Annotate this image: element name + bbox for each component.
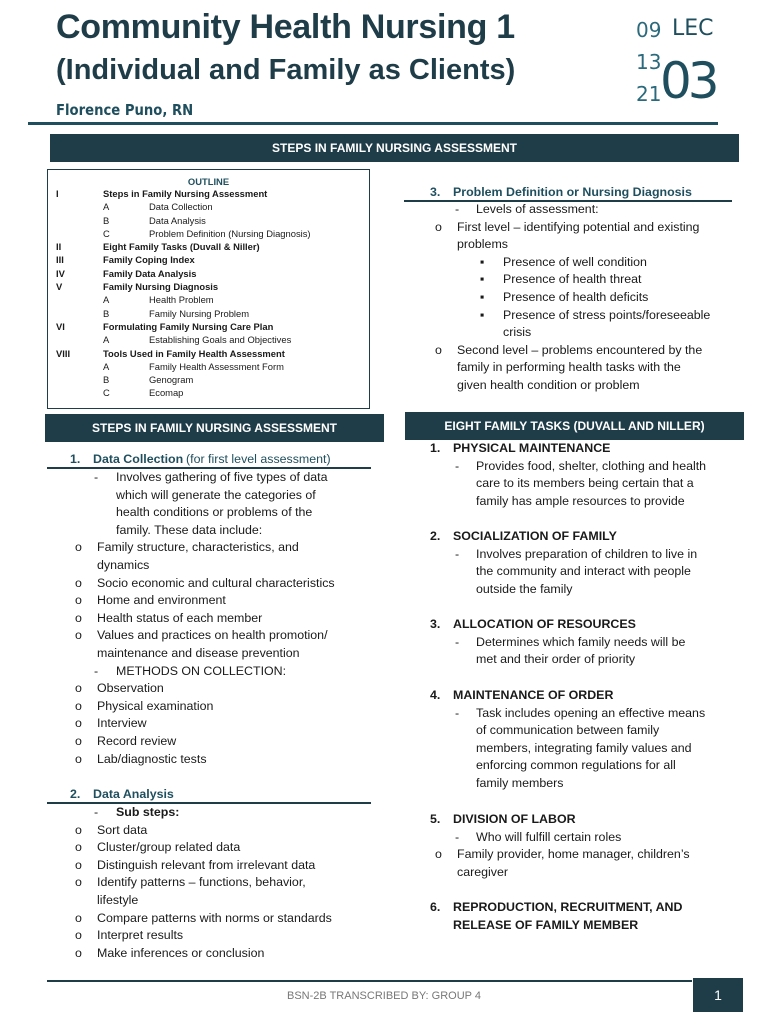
list-item: Sort data	[97, 822, 148, 837]
outline-row-letter: A	[103, 334, 110, 346]
outline-row	[48, 308, 369, 321]
circle-bullet: o	[75, 575, 82, 590]
circle-bullet: o	[75, 875, 82, 890]
square-bullet: ▪	[480, 307, 485, 322]
task-title: PHYSICAL MAINTENANCE	[453, 441, 611, 455]
task-title: DIVISION OF LABOR	[453, 812, 576, 826]
circle-bullet: o	[75, 593, 82, 608]
outline-row-letter: C	[103, 227, 110, 239]
outline-row	[48, 201, 369, 214]
circle-bullet: o	[75, 751, 82, 766]
lecture-label: LEC	[672, 16, 714, 41]
outline-row-text: Family Coping Index	[103, 254, 195, 266]
outline-row	[48, 387, 369, 400]
list-item: Record review	[97, 734, 177, 748]
outline-row-number: IV	[56, 267, 65, 279]
section-number: 2.	[70, 787, 81, 801]
circle-bullet: o	[75, 945, 82, 960]
outline-row-text: Establishing Goals and Objectives	[149, 334, 292, 346]
outline-row-text: Family Data Analysis	[103, 267, 197, 279]
outline-row	[48, 188, 369, 201]
section-heading: Data Collection	[93, 452, 184, 466]
outline-row	[48, 228, 369, 241]
outline-row-letter: B	[103, 374, 110, 386]
circle-bullet: o	[435, 219, 442, 234]
body-text: the community and interact with people	[476, 564, 691, 579]
task-number: 5.	[430, 812, 441, 826]
outline-row-number: VIII	[56, 347, 71, 359]
document-subtitle: (Individual and Family as Clients)	[56, 54, 516, 86]
outline-row	[48, 241, 369, 254]
body-text: Who will fulfill certain roles	[476, 829, 622, 844]
outline-list	[48, 188, 369, 401]
page-number: 1	[693, 978, 743, 1012]
list-item: Identify patterns – functions, behavior,	[97, 875, 306, 890]
outline-row-letter: A	[103, 360, 110, 372]
task-title: ALLOCATION OF RESOURCES	[453, 617, 636, 631]
list-item: maintenance and disease prevention	[97, 646, 300, 660]
list-item: Socio economic and cultural characteristics	[97, 575, 335, 590]
outline-row-text: Family Nursing Problem	[149, 307, 250, 319]
dash-bullet: -	[94, 470, 99, 484]
list-item: Make inferences or conclusion	[97, 945, 265, 960]
body-text: Provides food, shelter, clothing and health	[476, 458, 707, 473]
circle-bullet: o	[75, 681, 82, 696]
body-text: Levels of assessment:	[476, 202, 599, 216]
outline-row	[48, 374, 369, 387]
outline-row	[48, 361, 369, 374]
circle-bullet: o	[75, 698, 82, 713]
body-text: METHODS ON COLLECTION:	[116, 663, 287, 678]
outline-row-text: Data Analysis	[149, 214, 206, 226]
outline-row-text: Health Problem	[149, 294, 214, 306]
list-item: Physical examination	[97, 698, 214, 713]
list-item: Family provider, home manager, children’s	[457, 847, 690, 862]
outline-row-text: Genogram	[149, 374, 194, 386]
circle-bullet: o	[75, 540, 82, 555]
circle-bullet: o	[435, 342, 442, 357]
outline-row	[48, 268, 369, 281]
header-divider	[28, 122, 718, 125]
body-text: Sub steps:	[116, 805, 180, 819]
outline-row-text: Data Collection	[149, 201, 213, 213]
circle-bullet: o	[435, 847, 442, 862]
date-day: 13	[636, 50, 662, 74]
list-item: Health status of each member	[97, 610, 263, 625]
list-item: Interview	[97, 716, 147, 731]
outline-row	[48, 294, 369, 307]
section-banner-top: STEPS IN FAMILY NURSING ASSESSMENT	[50, 134, 739, 162]
circle-bullet: o	[75, 734, 82, 748]
circle-bullet: o	[75, 840, 82, 855]
list-item: Second level – problems encountered by the	[457, 342, 703, 357]
outline-row	[48, 254, 369, 267]
section-number: 1.	[70, 452, 81, 466]
outline-row	[48, 334, 369, 347]
body-text: Determines which family needs will be	[476, 634, 686, 649]
outline-row-number: VI	[56, 320, 65, 332]
circle-bullet: o	[75, 610, 82, 625]
circle-bullet: o	[75, 857, 82, 872]
date-month: 09	[636, 18, 662, 42]
footer-credit: BSN-2B TRANSCRIBED BY: GROUP 4	[287, 990, 481, 1002]
dash-bullet: -	[455, 546, 460, 561]
list-item: Cluster/group related data	[97, 840, 241, 855]
dash-bullet: -	[94, 663, 99, 678]
body-text: members, integrating family values and	[476, 740, 692, 755]
outline-row-letter: B	[103, 214, 110, 226]
task-number: 1.	[430, 441, 441, 455]
body-text: met and their order of priority	[476, 652, 636, 667]
square-bullet: ▪	[480, 290, 485, 304]
circle-bullet: o	[75, 928, 82, 943]
task-title: RELEASE OF FAMILY MEMBER	[453, 917, 639, 932]
body-text: Involves preparation of children to live in	[476, 546, 698, 561]
outline-row-letter: A	[103, 294, 110, 306]
list-item: Presence of well condition	[503, 254, 647, 269]
dash-bullet: -	[455, 829, 460, 844]
dash-bullet: -	[455, 458, 460, 473]
outline-row-letter: B	[103, 307, 110, 319]
outline-row-text: Problem Definition (Nursing Diagnosis)	[149, 227, 311, 239]
outline-row-number: III	[56, 254, 64, 266]
outline-row-number: II	[56, 241, 62, 253]
outline-row-letter: A	[103, 201, 110, 213]
body-text: family has ample resources to provide	[476, 493, 685, 508]
task-title: MAINTENANCE OF ORDER	[453, 688, 614, 702]
body-text: outside the family	[476, 581, 573, 596]
task-title: REPRODUCTION, RECRUITMENT, AND	[453, 900, 683, 914]
body-text: Task includes opening an effective means	[476, 705, 706, 720]
document-title: Community Health Nursing 1	[56, 8, 515, 46]
body-text: family. These data include:	[116, 522, 263, 537]
circle-bullet: o	[75, 716, 82, 731]
date-year: 21	[636, 82, 662, 106]
list-item: Home and environment	[97, 593, 226, 608]
section-number: 3.	[430, 185, 441, 199]
outline-row	[48, 281, 369, 294]
list-item: Family structure, characteristics, and	[97, 540, 299, 555]
outline-box	[47, 169, 370, 409]
square-bullet: ▪	[480, 272, 485, 287]
list-item: dynamics	[97, 558, 150, 572]
dash-bullet: -	[455, 705, 460, 720]
outline-row	[48, 348, 369, 361]
outline-row-text: Tools Used in Family Health Assessment	[103, 347, 285, 359]
lecture-number: 03	[660, 52, 716, 110]
task-number: 2.	[430, 529, 441, 543]
circle-bullet: o	[75, 628, 82, 643]
list-item: Values and practices on health promotion/	[97, 628, 328, 643]
list-item: problems	[457, 237, 508, 252]
section-banner-left: STEPS IN FAMILY NURSING ASSESSMENT	[45, 414, 384, 442]
list-item: crisis	[503, 325, 532, 340]
task-number: 6.	[430, 900, 441, 914]
outline-row	[48, 215, 369, 228]
outline-row-text: Ecomap	[149, 387, 184, 399]
list-item: Presence of health threat	[503, 272, 642, 287]
task-number: 4.	[430, 688, 441, 702]
list-item: caregiver	[457, 864, 508, 879]
list-item: First level – identifying potential and existing	[457, 219, 700, 234]
list-item: lifestyle	[97, 893, 139, 907]
list-item: Interpret results	[97, 928, 184, 943]
body-text: which will generate the categories of	[116, 487, 316, 502]
body-text: health conditions or problems of the	[116, 505, 313, 520]
body-text: of communication between family	[476, 723, 660, 738]
body-text: enforcing common regulations for all	[476, 758, 676, 773]
list-item: Observation	[97, 681, 164, 696]
outline-heading: OUTLINE	[187, 176, 230, 187]
dash-bullet: -	[94, 805, 99, 819]
outline-row-text: Family Health Assessment Form	[149, 360, 284, 372]
section-heading: Problem Definition or Nursing Diagnosis	[453, 185, 692, 199]
outline-row-letter: C	[103, 387, 110, 399]
dash-bullet: -	[455, 202, 460, 216]
outline-row-text: Eight Family Tasks (Duvall & Niller)	[103, 241, 260, 253]
square-bullet: ▪	[480, 254, 485, 269]
body-text: care to its members being certain that a	[476, 476, 694, 491]
list-item: Lab/diagnostic tests	[97, 751, 207, 766]
section-note: (for first level assessment)	[186, 452, 331, 466]
list-item: Distinguish relevant from irrelevant data	[97, 857, 316, 872]
body-text: Involves gathering of five types of data	[116, 470, 328, 484]
task-number: 3.	[430, 617, 441, 631]
section-heading: Data Analysis	[93, 787, 174, 801]
section-banner-right: EIGHT FAMILY TASKS (DUVALL AND NILLER)	[405, 412, 744, 440]
footer-divider	[47, 980, 692, 982]
circle-bullet: o	[75, 822, 82, 837]
outline-row-text: Steps in Family Nursing Assessment	[103, 188, 268, 199]
dash-bullet: -	[455, 634, 460, 649]
circle-bullet: o	[75, 910, 82, 925]
list-item: Presence of stress points/foreseeable	[503, 307, 711, 322]
outline-row-number: V	[56, 281, 63, 293]
outline-row-text: Formulating Family Nursing Care Plan	[103, 320, 274, 332]
list-item: family in performing health tasks with the	[457, 360, 681, 375]
outline-row	[48, 321, 369, 334]
outline-row-text: Family Nursing Diagnosis	[103, 281, 219, 293]
task-title: SOCIALIZATION OF FAMILY	[453, 529, 617, 543]
list-item: given health condition or problem	[457, 378, 640, 392]
list-item: Presence of health deficits	[503, 290, 649, 304]
outline-row-number: I	[56, 188, 59, 199]
list-item: Compare patterns with norms or standards	[97, 910, 332, 925]
body-text: family members	[476, 776, 564, 790]
author-name: Florence Puno, RN	[56, 101, 194, 119]
